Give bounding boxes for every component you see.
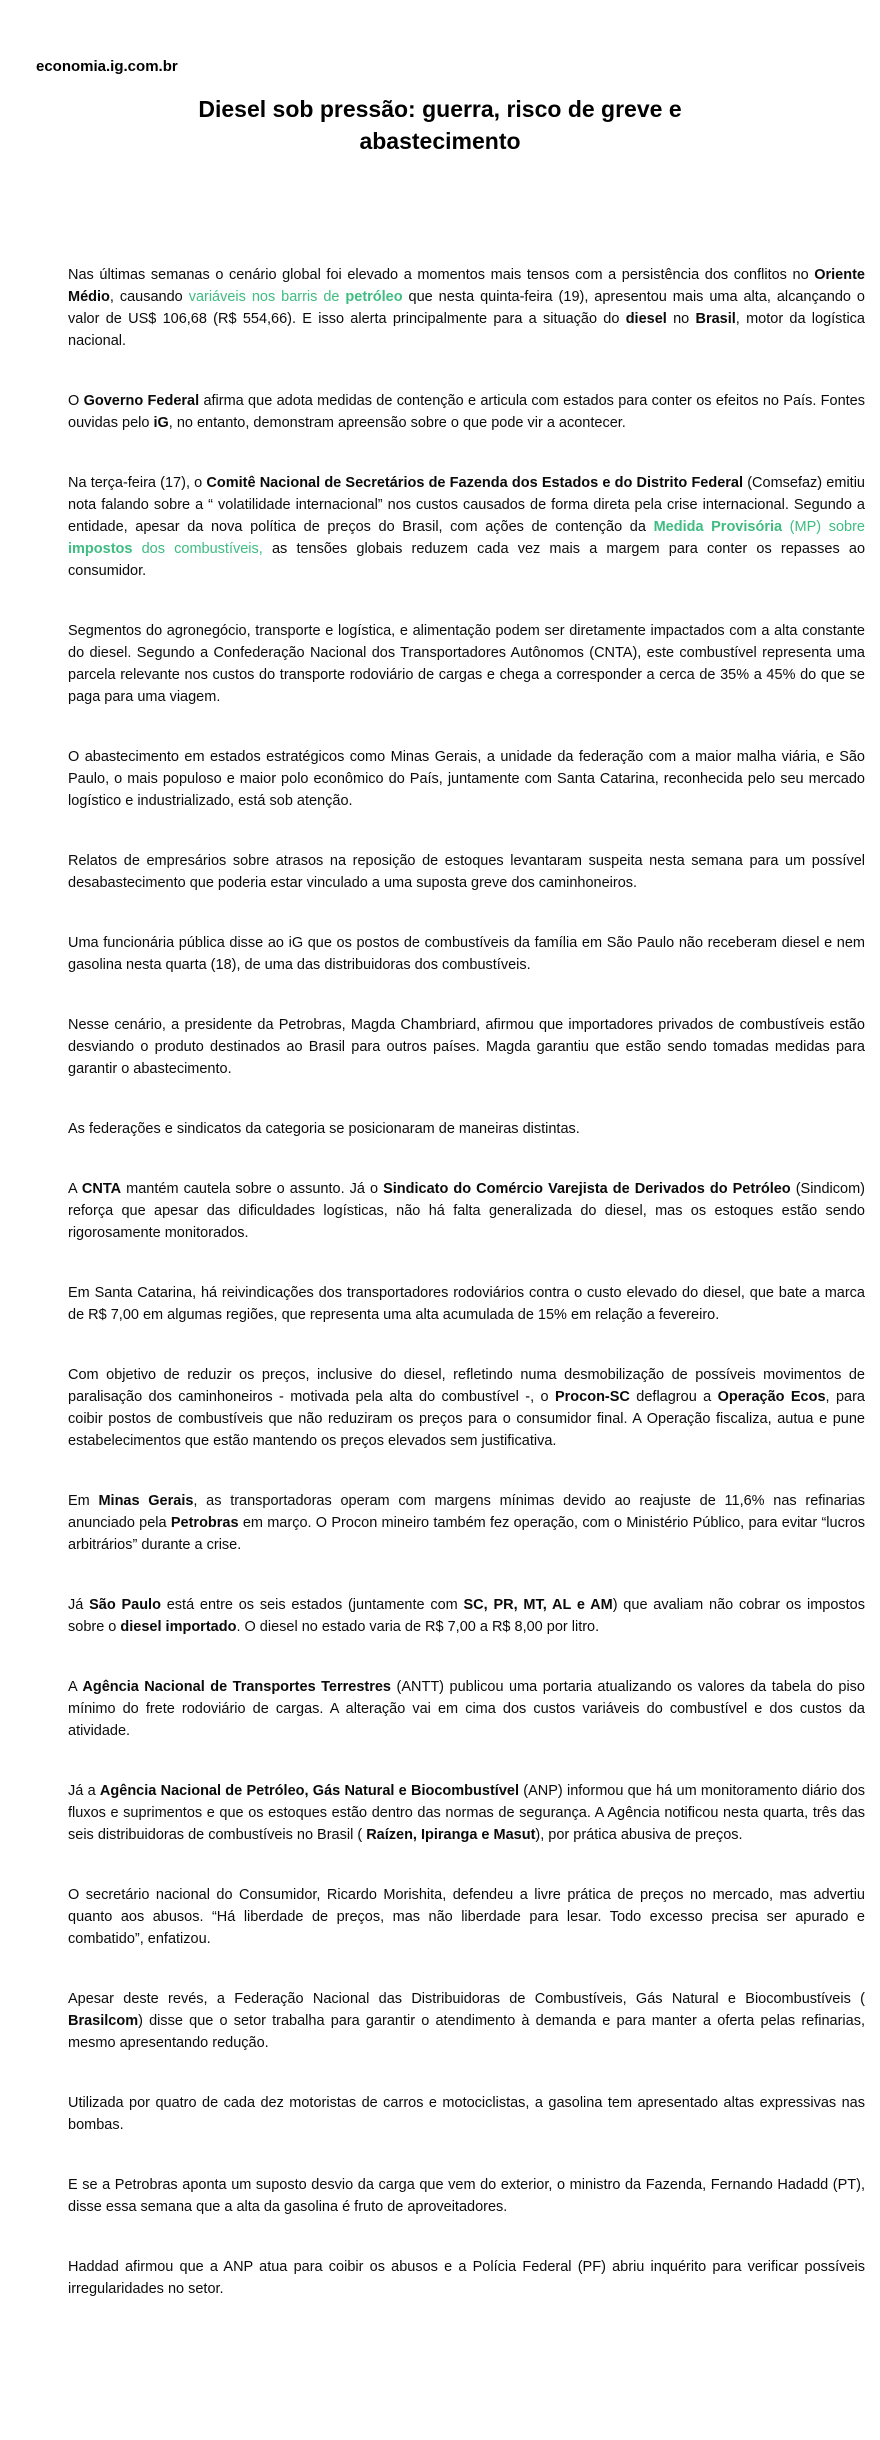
bold-text: Oriente Médio (68, 267, 865, 305)
article-paragraph (68, 1780, 865, 1846)
article-paragraph (68, 1594, 865, 1638)
text-run: está entre os seis estados (juntamente com (160, 1597, 464, 1613)
bold-text: Brasilcom (68, 2013, 139, 2029)
text-run: Segmentos do agronegócio, transporte e logística, e alimentação podem ser diretamente impactados com a alta constante do diesel. Segundo a Confederação Nacional dos Transportadores Autônomos (CNTA), este combustível representa uma parcela relevante nos custos do transporte rodoviário de cargas e chega a corresponder a cerca de 35% a 45% do que se paga para uma viagem. (68, 623, 865, 705)
bold-text: Comitê Nacional de Secretários de Fazenda dos Estados e do Distrito Federal (206, 475, 744, 491)
text-run: que nesta quinta-feira (19), apresentou mais uma alta, alcançando o valor de US$ 106,68 (R$ 554,66). E isso alerta principalmente para a situação do (68, 289, 865, 327)
article-paragraph (68, 932, 865, 976)
text-run: (Sindicom) reforça que apesar das dificuldades logísticas, não há falta generalizada do diesel, mas os estoques estão sendo rigorosamente monitorados. (68, 1181, 865, 1241)
text-run: mantém cautela sobre o assunto. Já o (121, 1181, 384, 1197)
inline-link[interactable]: impostos (68, 541, 133, 557)
text-run: Já (68, 1597, 90, 1613)
text-run: Em (68, 1493, 99, 1509)
article-paragraph (68, 1178, 865, 1244)
text-run: , para coibir postos de combustíveis que não reduziram os preços para o consumidor final. A Operação fiscaliza, autua e pune estabelecimentos que estão mantendo os preços elevados sem justificativa. (68, 1389, 865, 1449)
text-run: , causando (109, 289, 189, 305)
article-paragraphs (68, 264, 865, 2300)
bold-text: Agência Nacional de Transportes Terrestres (82, 1679, 391, 1695)
text-run: Haddad afirmou que a ANP atua para coibir os abusos e a Polícia Federal (PF) abriu inquérito para verificar possíveis irregularidades no setor. (68, 2259, 865, 2297)
text-run: O abastecimento em estados estratégicos como Minas Gerais, a unidade da federação com a maior malha viária, e São Paulo, o mais populoso e maior polo econômico do País, juntamente com Santa Catarina, reconhecida pelo seu mercado logístico e industrializado, está sob atenção. (68, 749, 865, 809)
bold-text: Procon-SC (554, 1389, 630, 1405)
article-paragraph (68, 472, 865, 582)
bold-text: diesel (625, 311, 667, 327)
text-run: ) disse que o setor trabalha para garantir o atendimento à demanda e para manter a oferta pelas refinarias, mesmo apresentando redução. (68, 2013, 865, 2051)
text-run: O secretário nacional do Consumidor, Ricardo Morishita, defendeu a livre prática de preços no mercado, mas advertiu quanto aos abusos. “Há liberdade de preços, mas não liberdade para lesar. Todo excesso precisa ser apurado e combatido”, enfatizou. (68, 1887, 865, 1947)
text-run: O (68, 393, 84, 409)
inline-link[interactable]: petróleo (345, 289, 403, 305)
text-run: ), por prática abusiva de preços. (535, 1827, 743, 1843)
bold-text: Petrobras (170, 1515, 239, 1531)
text-run: A (68, 1679, 83, 1695)
text-run: Já a (68, 1783, 100, 1799)
article-paragraph (68, 2174, 865, 2218)
article-paragraph (68, 1490, 865, 1556)
article-paragraph (68, 2092, 865, 2136)
article-paragraph (68, 390, 865, 434)
text-run: E se a Petrobras aponta um suposto desvio da carga que vem do exterior, o ministro da Fazenda, Fernando Hadadd (PT), disse essa semana que a alta da gasolina é fruto de aproveitadores. (68, 2177, 865, 2215)
text-run: . O diesel no estado varia de R$ 7,00 a R$ 8,00 por litro. (236, 1619, 600, 1635)
bold-text: Minas Gerais (98, 1493, 194, 1509)
text-run: Uma funcionária pública disse ao iG que os postos de combustíveis da família em São Paulo não receberam diesel e nem gasolina nesta quarta (18), de uma das distribuidoras dos combustíveis. (68, 935, 865, 973)
article-paragraph (68, 1282, 865, 1326)
bold-text: Brasil (695, 311, 736, 327)
inline-link[interactable]: dos combustíveis, (132, 541, 263, 557)
text-run: Apesar deste revés, a Federação Nacional das Distribuidoras de Combustíveis, Gás Natural e Biocombustíveis ( (68, 1991, 865, 2007)
bold-text: São Paulo (89, 1597, 161, 1613)
bold-text: Operação Ecos (717, 1389, 826, 1405)
article-paragraph (68, 1014, 865, 1080)
inline-link[interactable]: variáveis nos barris de (188, 289, 346, 305)
text-run: , no entanto, demonstram apreensão sobre o que pode vir a acontecer. (168, 415, 626, 431)
bold-text: Governo Federal (83, 393, 200, 409)
text-run: , as transportadoras operam com margens mínimas devido ao reajuste de 11,6% nas refinarias anunciado pela (68, 1493, 865, 1531)
bold-text: diesel importado (120, 1619, 237, 1635)
text-run: deflagrou a (629, 1389, 718, 1405)
article-paragraph (68, 850, 865, 894)
article-paragraph (68, 2256, 865, 2300)
article-paragraph (68, 264, 865, 352)
article-paragraph (68, 746, 865, 812)
page-title: Diesel sob pressão: guerra, risco de greve e abastecimento (198, 96, 682, 154)
article-paragraph (68, 1988, 865, 2054)
text-run: Utilizada por quatro de cada dez motoristas de carros e motociclistas, a gasolina tem apresentado altas expressivas nas bombas. (68, 2095, 865, 2133)
text-run: no (666, 311, 696, 327)
article-paragraph (68, 1118, 865, 1140)
text-run: em março. O Procon mineiro também fez operação, com o Ministério Público, para evitar “lucros arbitrários” durante a crise. (68, 1515, 865, 1553)
text-run: (ANP) informou que há um monitoramento diário dos fluxos e suprimentos e que os estoques estão dentro das normas de segurança. A Agência notificou nesta quarta, três das seis distribuidoras de combustíveis no Brasil ( (68, 1783, 866, 1843)
article-paragraph (68, 620, 865, 708)
text-run: Em Santa Catarina, há reivindicações dos transportadores rodoviários contra o custo elevado do diesel, que bate a marca de R$ 7,00 em algumas regiões, que representa uma alta acumulada de 15% em relação a fevereiro. (68, 1285, 865, 1323)
inline-link[interactable]: Medida Provisória (653, 519, 783, 535)
article-paragraph (68, 1884, 865, 1950)
text-run: Nesse cenário, a presidente da Petrobras, Magda Chambriard, afirmou que importadores privados de combustíveis estão desviando o produto destinados ao Brasil para outros países. Magda garantiu que estão sendo tomadas medidas para garantir o abastecimento. (68, 1017, 865, 1077)
text-run: As federações e sindicatos da categoria se posicionaram de maneiras distintas. (68, 1121, 580, 1137)
bold-text: iG (153, 415, 169, 431)
site-header: economia.ig.com.br (36, 58, 178, 75)
article-paragraph (68, 1364, 865, 1452)
article-body (0, 264, 880, 2360)
bold-text: Raízen, Ipiranga e Masut (366, 1827, 536, 1843)
text-run: , motor da logística nacional. (68, 311, 865, 349)
text-run: Com objetivo de reduzir os preços, inclusive do diesel, refletindo numa desmobilização de possíveis movimentos de paralisação dos caminhoneiros - motivada pela alta do combustível -, o (68, 1367, 865, 1405)
bold-text: Sindicato do Comércio Varejista de Derivados do Petróleo (383, 1181, 791, 1197)
bold-text: Agência Nacional de Petróleo, Gás Natural e Biocombustível (99, 1783, 519, 1799)
text-run: (Comsefaz) emitiu nota falando sobre a “ volatilidade internacional” nos custos causados de forma direta pela crise internacional. Segundo a entidade, apesar da nova política de preços do Brasil, com ações de contenção da (68, 475, 865, 535)
bold-text: SC, PR, MT, AL e AM (463, 1597, 613, 1613)
article-paragraph (68, 1676, 865, 1742)
text-run: Relatos de empresários sobre atrasos na reposição de estoques levantaram suspeita nesta semana para um possível desabastecimento que poderia estar vinculado a uma suposta greve dos caminhoneiros. (68, 853, 865, 891)
bold-text: CNTA (81, 1181, 122, 1197)
text-run: as tensões globais reduzem cada vez mais a margem para conter os repasses ao consumidor. (68, 541, 866, 579)
text-run: ) que avaliam não cobrar os impostos sobre o (68, 1597, 865, 1635)
text-run: Nas últimas semanas o cenário global foi elevado a momentos mais tensos com a persistência dos conflitos no (68, 267, 815, 283)
inline-link[interactable]: (MP) sobre (782, 519, 865, 535)
text-run: A (68, 1181, 82, 1197)
text-run: Na terça-feira (17), o (68, 475, 207, 491)
text-run: (ANTT) publicou uma portaria atualizando os valores da tabela do piso mínimo do frete rodoviário de cargas. A alteração vai em cima dos custos variáveis do combustível e dos custos da atividade. (68, 1679, 865, 1739)
text-run: afirma que adota medidas de contenção e articula com estados para conter os efeitos no País. Fontes ouvidas pelo (68, 393, 866, 431)
